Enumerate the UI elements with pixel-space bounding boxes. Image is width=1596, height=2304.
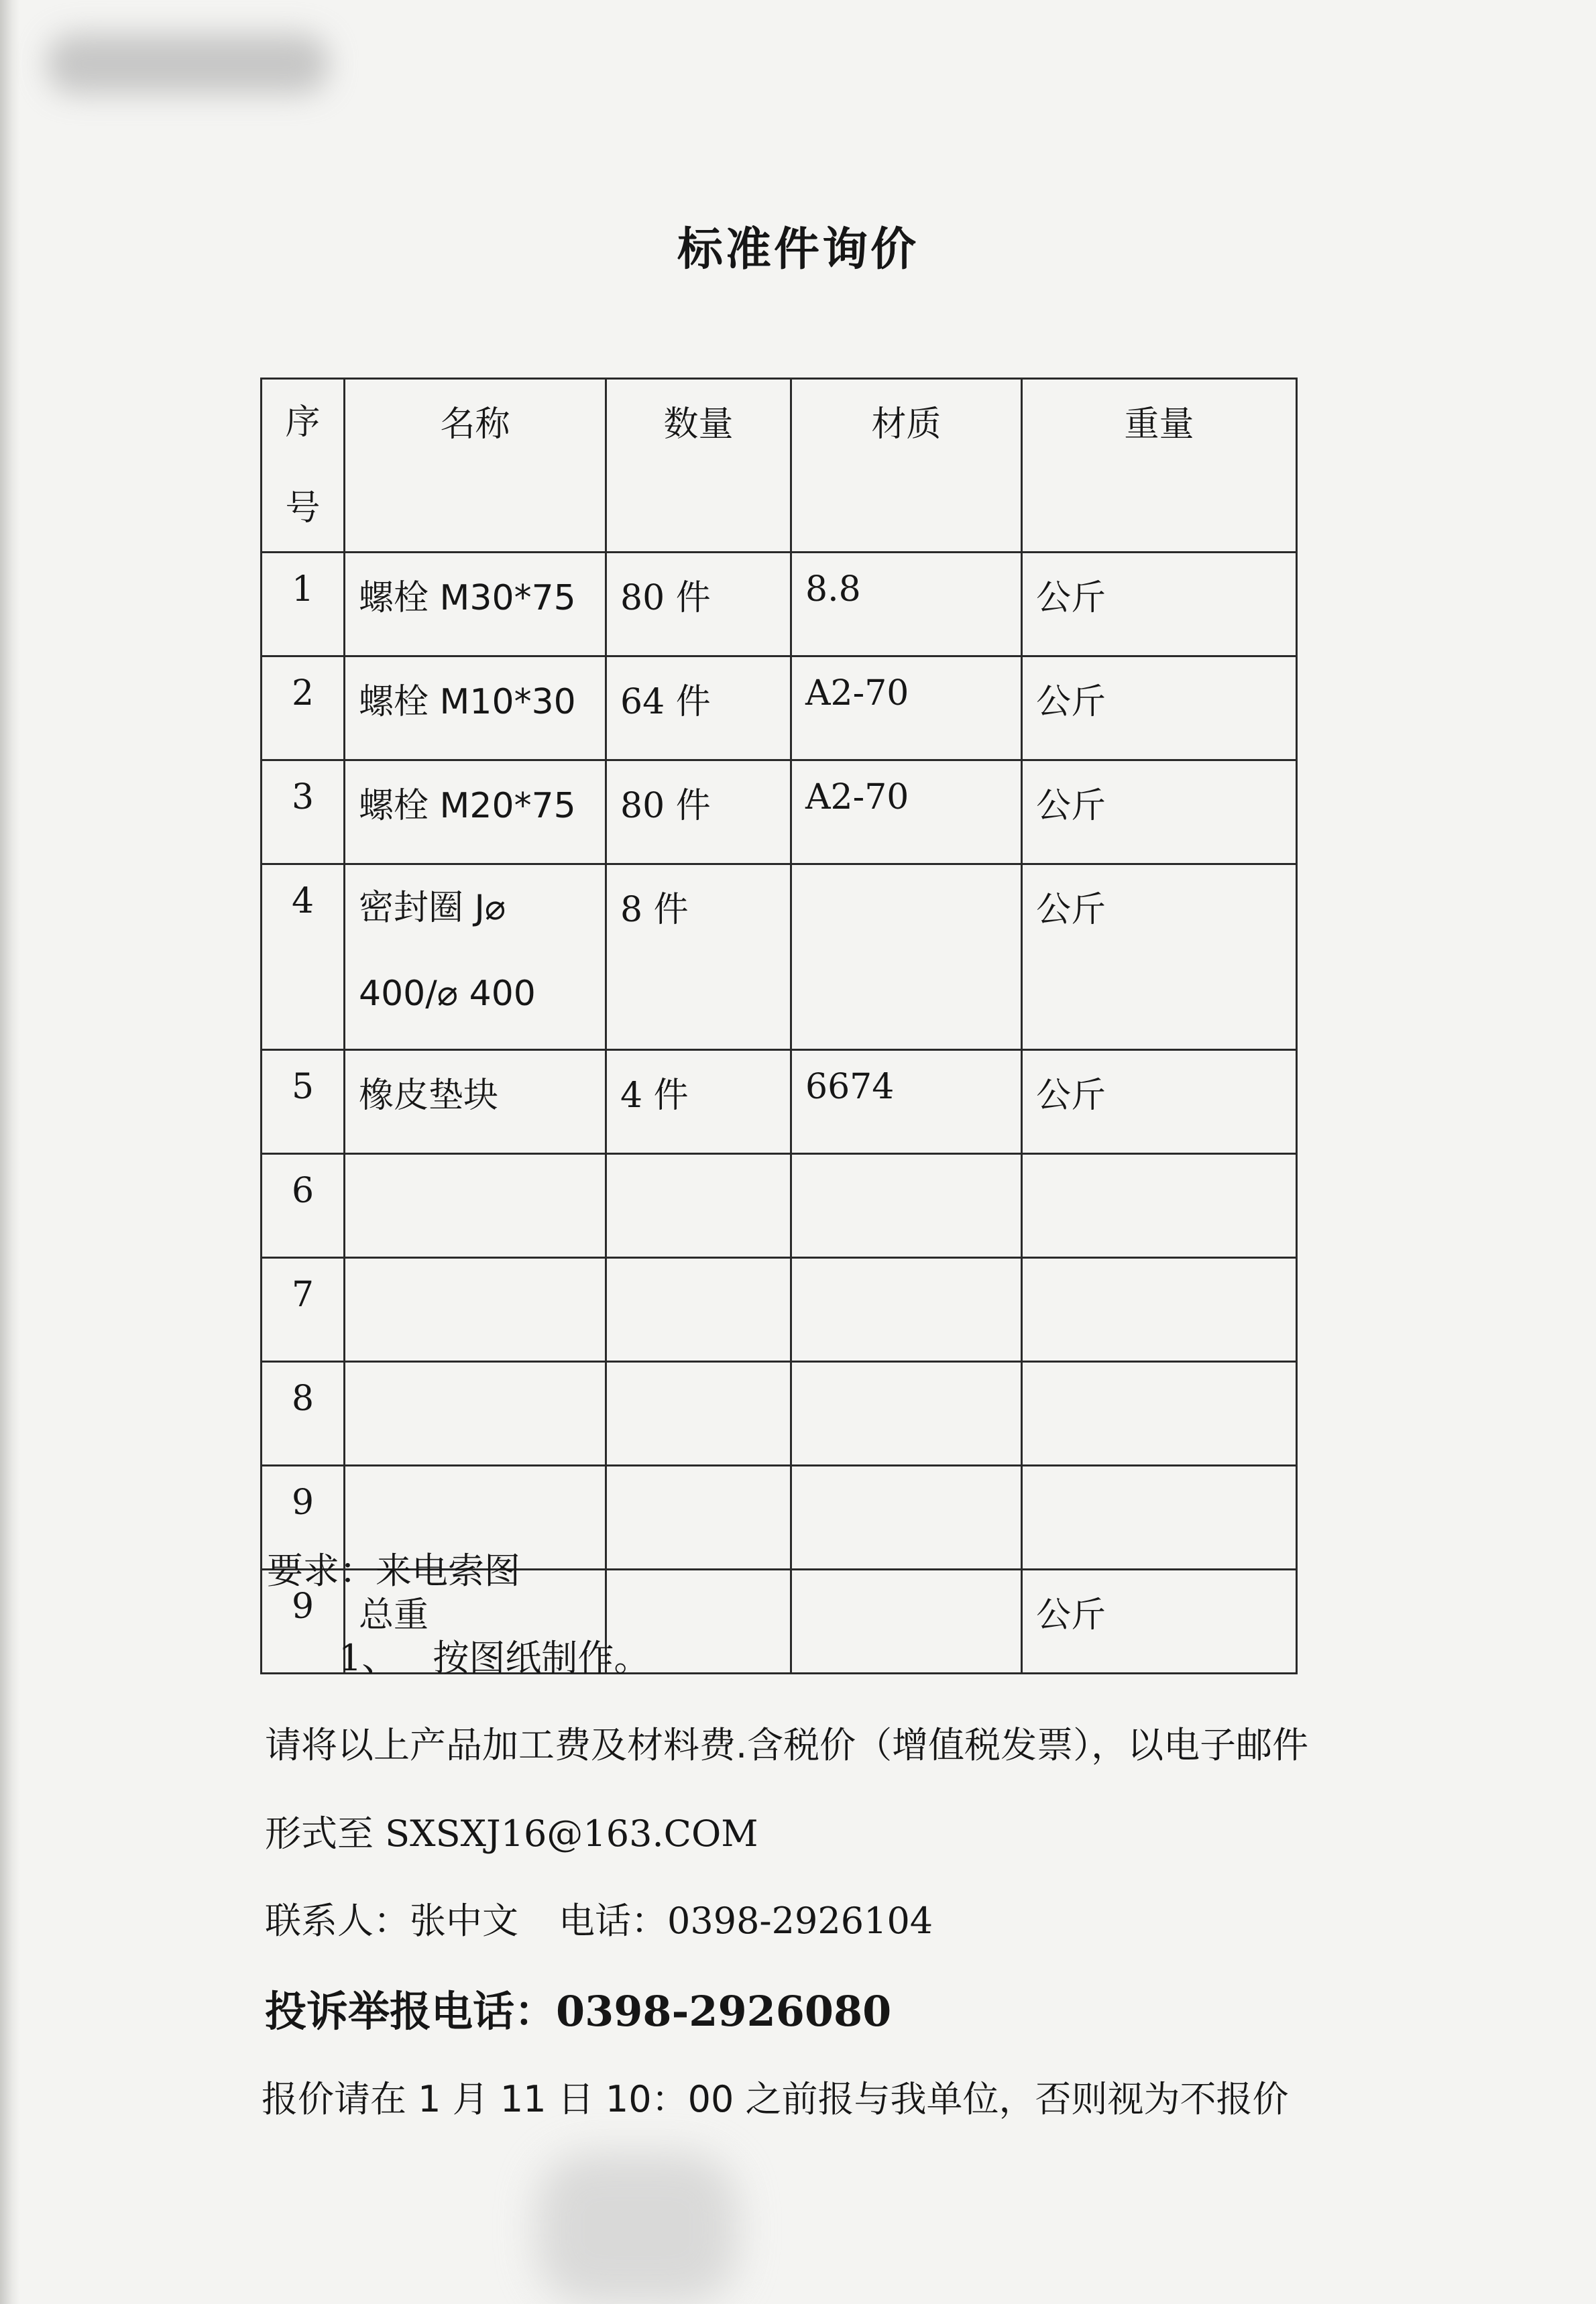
- header-seq-text: 序号: [285, 402, 321, 528]
- cell-qty: [606, 1154, 791, 1258]
- cell-weight: [1022, 1258, 1297, 1362]
- cell-name: 螺栓 M10*30: [345, 656, 606, 760]
- cell-material: [791, 1154, 1022, 1258]
- table-row: [262, 1154, 1297, 1258]
- cell-qty: [606, 1466, 791, 1570]
- cell-material: 6674: [791, 1050, 1022, 1154]
- contact-label: 联系人：: [265, 1900, 410, 1942]
- cell-name: 总重: [345, 1570, 606, 1674]
- cell-qty: [606, 1362, 791, 1466]
- cell-seq: 6: [262, 1154, 345, 1258]
- table-row: [262, 864, 1297, 1050]
- cell-weight: 公斤: [1022, 1570, 1297, 1674]
- cell-qty: [606, 1258, 791, 1362]
- redacted-stamp-top: [47, 34, 329, 94]
- cell-material: 8.8: [791, 553, 1022, 656]
- redacted-seal-bottom: [536, 2152, 738, 2304]
- cell-seq: 4: [262, 864, 345, 1050]
- cell-seq: 9: [262, 1570, 345, 1674]
- header-name: 名称: [345, 379, 606, 553]
- deadline-line: 报价请在 1 月 11 日 10：00 之前报与我单位，否则视为不报价: [262, 2078, 1289, 2120]
- complaint-phone: 0398-2926080: [556, 1987, 892, 2036]
- request-line-1: 请将以上产品加工费及材料费.含税价（增值税发票），以电子邮件: [265, 1724, 1309, 1766]
- table-row: [262, 656, 1297, 760]
- cell-material: A2-70: [791, 656, 1022, 760]
- cell-name: 密封圈 J⌀ 400/⌀ 400: [345, 864, 606, 1050]
- email-address: SXSXJ16@163.COM: [385, 1812, 758, 1855]
- cell-seq: 3: [262, 760, 345, 864]
- cell-weight: 公斤: [1022, 1050, 1297, 1154]
- cell-seq: 1: [262, 553, 345, 656]
- paper-edge: [0, 0, 20, 2304]
- cell-name: 螺栓 M20*75: [345, 760, 606, 864]
- request-prefix: 形式至: [265, 1812, 374, 1855]
- phone-number: 0398-2926104: [667, 1900, 933, 1942]
- cell-qty: 80 件: [606, 553, 791, 656]
- cell-qty: 64 件: [606, 656, 791, 760]
- cell-material: [791, 1258, 1022, 1362]
- cell-seq: 9: [262, 1466, 345, 1570]
- cell-material: [791, 864, 1022, 1050]
- cell-seq: 2: [262, 656, 345, 760]
- header-qty: 数量: [606, 379, 791, 553]
- cell-name: [345, 1154, 606, 1258]
- requirement-line: 要求：来电索图: [267, 1550, 520, 1592]
- table-row: [262, 553, 1297, 656]
- item-1-number: 1、: [339, 1637, 398, 1679]
- cell-material: [791, 1570, 1022, 1674]
- cell-name: [345, 1258, 606, 1362]
- complaint-line: [265, 1978, 891, 2038]
- cell-weight: 公斤: [1022, 864, 1297, 1050]
- complaint-label: 投诉举报电话：: [265, 1987, 557, 2036]
- cell-name: 橡皮垫块: [345, 1050, 606, 1154]
- cell-seq: 8: [262, 1362, 345, 1466]
- table-row: [262, 1050, 1297, 1154]
- cell-material: [791, 1466, 1022, 1570]
- cell-qty: 4 件: [606, 1050, 791, 1154]
- cell-name: [345, 1362, 606, 1466]
- cell-seq: 7: [262, 1258, 345, 1362]
- table-row: [262, 1362, 1297, 1466]
- cell-weight: [1022, 1154, 1297, 1258]
- cell-weight: 公斤: [1022, 553, 1297, 656]
- cell-name: 螺栓 M30*75: [345, 553, 606, 656]
- cell-material: [791, 1362, 1022, 1466]
- table-row: [262, 760, 1297, 864]
- cell-weight: [1022, 1362, 1297, 1466]
- cell-material: A2-70: [791, 760, 1022, 864]
- table-header-row: [262, 379, 1297, 553]
- contact-line: [265, 1892, 933, 1944]
- cell-seq: 5: [262, 1050, 345, 1154]
- item-1-text: 按图纸制作。: [433, 1637, 650, 1679]
- table-row: [262, 1258, 1297, 1362]
- page-title: 标准件询价: [677, 223, 919, 276]
- item-1-line: [339, 1629, 650, 1681]
- cell-qty: 8 件: [606, 864, 791, 1050]
- inquiry-table: [260, 378, 1298, 1674]
- request-line-2: [265, 1805, 758, 1857]
- header-material: 材质: [791, 379, 1022, 553]
- cell-weight: 公斤: [1022, 656, 1297, 760]
- cell-weight: [1022, 1466, 1297, 1570]
- cell-weight: 公斤: [1022, 760, 1297, 864]
- contact-name: 张中文: [410, 1900, 518, 1942]
- header-seq: [262, 379, 345, 553]
- cell-qty: 80 件: [606, 760, 791, 864]
- header-weight: 重量: [1022, 379, 1297, 553]
- phone-label: 电话：: [559, 1900, 667, 1942]
